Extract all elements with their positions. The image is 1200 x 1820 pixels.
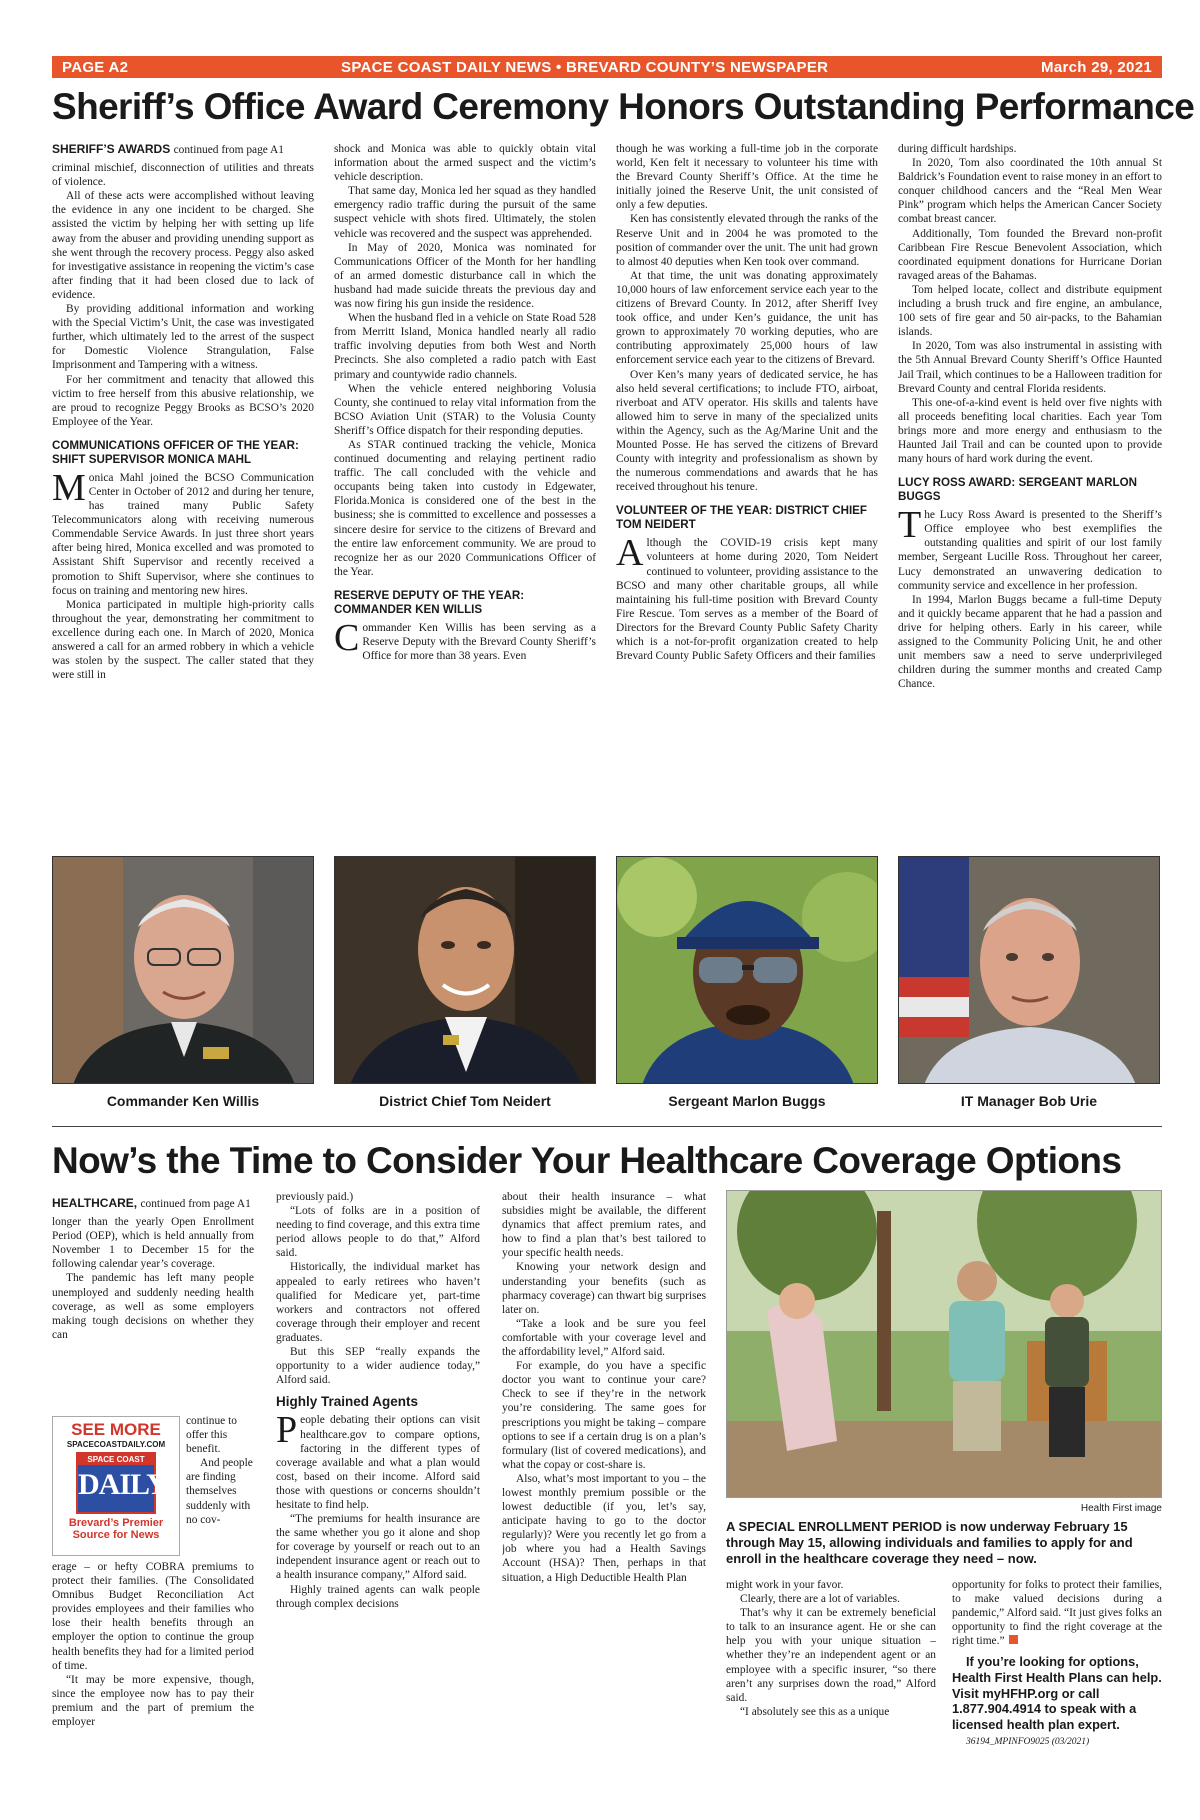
ad-code: 36194_MPINFO9025 (03/2021)	[966, 1737, 1090, 1748]
paragraph: though he was working a full-time job in the corporate world, Ken felt it necessary to volunteer his time with the Brevard County Sheriff’s Office. At the time he initially joined the Reserve Unit, the unit consisted of only a few deputies.	[616, 143, 878, 212]
article1-headline: Sheriff’s Office Award Ceremony Honors Outstanding Performance	[52, 86, 1195, 127]
paragraph: People debating their options can visit healthcare.gov to compare options, factoring in the different types of coverage available and what a plan would cost, based on their income. Alford said those with questions or concerns shouldn’t hesitate to find help.	[276, 1409, 480, 1511]
photo-caption: Sergeant Marlon Buggs	[668, 1093, 826, 1109]
paragraph: Also, what’s most important to you – the lowest monthly premium possible or the lowest deductible (if you, let’s say, anticipate having to go to the doctor regularly)? Were you recently let go from a job where you had a Health Savings Account (HSA)? Then, perhaps in that situation, a High Deductible Health Plan	[502, 1472, 706, 1584]
paper-name: SPACE COAST DAILY NEWS • BREVARD COUNTY’S NEWSPAPER	[341, 58, 829, 76]
portrait-image	[53, 857, 314, 1084]
paragraph: When the husband fled in a vehicle on State Road 528 from Merritt Island, Monica handled nearly all radio traffic involving deputies from both West and North Precincts. She also completed a radio patch with East primary and countywide radio channels.	[334, 312, 596, 381]
paragraph: When the vehicle entered neighboring Volusia County, she continued to relay vital information from the BCSO Aviation Unit (STAR) to the Volusia County Sheriff’s Office dispatch for their responding deputies.	[334, 382, 596, 437]
paragraph: continue to offer this benefit.	[186, 1415, 237, 1456]
photo-bob-urie	[898, 856, 1160, 1084]
paragraph: Commander Ken Willis has been serving as a Reserve Deputy with the Brevard County Sheriff’s Office for more than 38 years. Even	[334, 616, 596, 663]
article1-column-1	[52, 142, 314, 842]
paragraph: For her commitment and tenacity that allowed this victim to free herself from this abusive relationship, we are proud to recognize Peggy Brooks as BCSO’s 2020 Employee of the Year.	[52, 373, 314, 428]
article2-column-5	[952, 1578, 1162, 1802]
photo-caption-enrollment: A SPECIAL ENROLLMENT PERIOD is now underway February 15 through May 15, allowing individuals and families to apply for and enroll in the healthcare coverage they need – now.	[726, 1519, 1133, 1566]
paragraph: Tom helped locate, collect and distribute equipment including a brush truck and fire engine, an ambulance, 100 sets of fire gear and 50 air-packs, to the Bahamian islands.	[898, 283, 1162, 339]
paragraph: But this SEP “really expands the opportunity to a wider audience today,” Alford said.	[276, 1346, 480, 1387]
article1-column-4	[898, 142, 1162, 842]
photo-caption: Commander Ken Willis	[106, 1093, 260, 1109]
paragraph: As STAR continued tracking the vehicle, Monica continued documenting and relaying pertinent radio traffic. The call concluded with the vehicle and occupants being taken into custody in Edgewater, Florida.Monica is considered one of the best in the business; she is committed to excellence and possesses a sincere desire for service to the citizens of Brevard and the entire law enforcement community. We are proud to recognize her as our 2020 Communications Officer of the Year.	[334, 438, 596, 578]
paragraph: The Lucy Ross Award is presented to the Sheriff’s Office employee who best exemplifies the outstanding qualities and spirit of our lost family member, Sergeant Lucille Ross. Throughout her career, Lucy demonstrated an unwavering dedication to community service and excellence in her profession.	[898, 504, 1162, 592]
paragraph: Additionally, Tom founded the Brevard non-profit Caribbean Fire Rescue Benevolent Association, which coordinated equipment donations for Hurricane Dorian ravaged areas of the Bahamas.	[898, 227, 1162, 282]
see-more-title: SEE MORE	[71, 1420, 161, 1439]
article2-column-1-narrow	[186, 1414, 254, 1556]
article2-column-1-top	[52, 1196, 254, 1414]
paragraph: shock and Monica was able to quickly obtain vital information about the armed suspect and the victim’s vehicle description.	[334, 143, 596, 184]
subhead-lucy-ross-award: LUCY ROSS AWARD: SERGEANT MARLON BUGGS	[898, 476, 1137, 504]
paragraph: At that time, the unit was donating approximately 10,000 hours of law enforcement service each year to the citizens of Brevard County. In 2012, after Sheriff Ivey took office, and under Ken’s guidance, the unit has grown to approximately 70 working deputies, who are contributing approximately 25,000 hours of law enforcement service each year to the citizens of Brevard.	[616, 269, 878, 367]
paragraph: By providing additional information and working with the Special Victim’s Unit, the case was investigated further, which ultimately led to the arrest of the suspect for Domestic Violence Strangulation, False Imprisonment and Tampering with a witness.	[52, 303, 314, 372]
paragraph: Historically, the individual market has appealed to early retirees who haven’t qualified for Medicare yet, part-time workers and contractors not offered coverage through their employer and recent graduates.	[276, 1261, 480, 1344]
paragraph: That’s why it can be extremely beneficial to talk to an insurance agent. He or she can help you with your unique situation – whether they’re an independent agent or an employee with a specific insurer, “so there aren’t any surprises down the road,” Alford said.	[726, 1607, 936, 1704]
paragraph: In May of 2020, Monica was nominated for Communications Officer of the Month for her handling of an armed domestic disturbance call in which the husband had made suicide threats the previous day and was now firing his gun inside the residence.	[334, 241, 596, 311]
see-more-tagline: Brevard’s Premier Source for News	[68, 1517, 164, 1541]
end-mark-icon	[1009, 1635, 1018, 1644]
photo-marlon-buggs	[616, 856, 878, 1084]
paragraph: In 2020, Tom was also instrumental in assisting with the 5th Annual Brevard County Sheriff’s Office Haunted Jail Trail, which continues to be a Halloween tradition for Brevard County and central Florida residents.	[898, 340, 1162, 395]
see-more-url[interactable]: SPACECOASTDAILY.COM	[66, 1440, 166, 1449]
article1-column-2	[334, 142, 596, 842]
photo-credit: Health First image	[1080, 1503, 1162, 1514]
family-park-image	[727, 1191, 1162, 1498]
article2-kicker: HEALTHCARE, continued from page A1	[52, 1196, 251, 1210]
article1-kicker: SHERIFF’S AWARDS continued from page A1	[52, 142, 284, 156]
subhead-communications-officer: COMMUNICATIONS OFFICER OF THE YEAR: SHIFT SUPERVISOR MONICA MAHL	[52, 438, 299, 466]
paragraph: about their health insurance – what subsidies might be available, the different dynamics that affect premium rates, and how to find a plan that’s best tailored to your specific health needs.	[502, 1191, 706, 1260]
dropcap: M	[52, 466, 86, 509]
paragraph: “Lots of folks are in a position of needing to find coverage, and this extra time period allows people to do that,” Alford said.	[276, 1205, 480, 1260]
paragraph: Highly trained agents can walk people through complex decisions	[276, 1583, 480, 1610]
paragraph: opportunity for folks to protect their families, to make valued decisions during a pandemic,” Alford said. “It just gives folks an opportunity to find the right coverage at the right time.”	[952, 1579, 1162, 1648]
portrait-image	[335, 857, 596, 1084]
paragraph: That same day, Monica led her squad as they handled emergency radio traffic during the pursuit of the same suspect vehicle with shots fired. Ultimately, the stolen vehicle was recovered and the suspect was apprehended.	[334, 185, 596, 240]
paragraph: In 2020, Tom also coordinated the 10th annual St Baldrick’s Foundation event to raise money in an effort to conquer childhood cancers and the “Real Men Wear Pink” program which helps the American Cancer Society combat breast cancer.	[898, 157, 1162, 226]
article1-column-3	[616, 142, 878, 842]
dropcap: T	[898, 504, 922, 547]
issue-date: March 29, 2021	[1041, 58, 1152, 76]
paragraph: “I absolutely see this as a unique	[740, 1705, 890, 1718]
paragraph: Over Ken’s many years of dedicated service, he has also held several certifications; to include FTO, airboat, riverboat and ATV operator. His skills and talents have allowed him to serve in many of the specialized units within the Agency, such as the Ag/Marine Unit and the Mounted Posse. He has served the citizens of Brevard County with integrity and professionalism as shown by the numerous commendations and awards that he has received throughout his tenure.	[616, 368, 878, 494]
paragraph: Monica participated in multiple high-priority calls throughout the year, demonstrating her commitment to excellence during each one. In March of 2020, Monica answered a call for an armed robbery in which a vehicle was stolen by the suspect. The caller stated that they were still in	[52, 598, 314, 682]
paragraph: might work in your favor.	[726, 1579, 844, 1591]
paragraph: All of these acts were accomplished without leaving the evidence in any one incident to be charged. She assisted the victim by helping her with setting up life away from the abuser and providing unending support as she went through the recovery process. Peggy also asked for investigative assistance in reopening the victim’s case after finding that it had been closed due to lack of evidence.	[52, 190, 314, 301]
paragraph: Ken has consistently elevated through the ranks of the Reserve Unit and in 2004 he was promoted to the position of commander over the unit. The unit had grown to almost 40 deputies when Ken took over command.	[616, 213, 878, 268]
article2-headline: Now’s the Time to Consider Your Healthcare Coverage Options	[52, 1140, 1122, 1181]
paragraph: For example, do you have a specific doctor you want to continue your care? Check to see if they’re in the network you’re considering. The same goes for prescriptions you might be taking – compare options to see if a certain drug is on a plan’s formulary (list of covered medications), and what the copay or cost-share is.	[502, 1360, 706, 1471]
health-first-callout: If you’re looking for options, Health First Health Plans can help. Visit myHFHP.org or call 1.877.904.4914 to speak with a licensed health plan expert.	[952, 1654, 1162, 1732]
photo-caption: IT Manager Bob Urie	[960, 1093, 1098, 1109]
article2-column-3	[502, 1190, 706, 1802]
paragraph: Knowing your network design and understanding your benefits (such as pharmacy coverage) can thwart big surprises later on.	[502, 1261, 706, 1316]
dropcap: C	[334, 616, 360, 659]
portrait-image	[617, 857, 878, 1084]
see-more-promo[interactable]	[52, 1416, 180, 1556]
paragraph: This one-of-a-kind event is held over five nights with all proceeds benefiting local charities. Each year Tom brings more and more energy and enthusiasm to the Haunted Jail Trail and can be counted upon to provide many hours of hard work during the event.	[898, 396, 1162, 466]
article2-column-1-bottom	[52, 1560, 254, 1800]
dropcap: A	[616, 532, 644, 575]
article2-column-4	[726, 1578, 936, 1802]
paragraph: “The premiums for health insurance are the same whether you go it alone and shop for coverage by yourself or reach out to an independent insurance agent or reach out to a health insurance company,” Alford said.	[276, 1513, 480, 1582]
masthead-bar	[52, 56, 1162, 78]
paragraph: previously paid.)	[276, 1191, 354, 1203]
article2-column-2	[276, 1190, 480, 1802]
subhead-reserve-deputy: RESERVE DEPUTY OF THE YEAR: COMMANDER KEN WILLIS	[334, 588, 525, 616]
paragraph: “Take a look and be sure you feel comfortable with your coverage level and the affordability level,” Alford said.	[502, 1317, 706, 1359]
photo-tom-neidert	[334, 856, 596, 1084]
section-divider	[52, 1126, 1162, 1127]
dropcap: P	[276, 1409, 298, 1452]
page-number: PAGE A2	[62, 58, 129, 76]
paragraph: Although the COVID-19 crisis kept many volunteers at home during 2020, Tom Neidert continued to volunteer, providing assistance to the BCSO and many other charitable groups, all while maintaining his full-time position with Brevard County Fire Rescue. Tom serves as a member of the Board of Directors for the Brevard County Public Safety Charity which is a not-for-profit organization created to help Brevard County Public Safety Officers and their families	[616, 532, 878, 663]
paragraph: erage – or hefty COBRA premiums to protect their families. (The Consolidated Omnibus Budget Reconciliation Act provides employees and their families who lose their health benefits through an employer the option to continue the group health benefits they had for a limited period of time.	[52, 1561, 254, 1672]
paragraph: The pandemic has left many people unemployed and suddenly needing health coverage, as well as some employers making tough decisions on whether they can	[52, 1272, 254, 1341]
subhead-volunteer: VOLUNTEER OF THE YEAR: DISTRICT CHIEF TOM NEIDERT	[616, 504, 867, 532]
paragraph: during difficult hardships.	[898, 143, 1017, 155]
paragraph: Clearly, there are a lot of variables.	[740, 1593, 900, 1606]
health-first-photo	[726, 1190, 1162, 1498]
paragraph: Monica Mahl joined the BCSO Communication Center in October of 2012 and during her tenure, has trained many Public Safety Telecommunicators along with receiving numerous Commendable Service Awards. In just three short years after being hired, Monica excelled and was promoted to Assistant Shift Supervisor and recently received a promotion to Shift Supervisor, where she continues to focus on training and mentoring new hires.	[52, 466, 314, 597]
subhead-highly-trained-agents: Highly Trained Agents	[276, 1394, 419, 1410]
paragraph: criminal mischief, disconnection of utilities and threats of violence.	[52, 162, 314, 189]
paragraph: In 1994, Marlon Buggs became a full-time Deputy and it quickly became apparent that he had a passion and drive for helping others. Early in his career, while assigned to the Community Policing Unit, he and other unit members saw a need to serve underprivileged children during the summer months and created Camp Chance.	[898, 593, 1162, 691]
paragraph: longer than the yearly Open Enrollment Period (OEP), which is held annually from November 1 to December 15 for the following calendar year’s coverage.	[52, 1216, 254, 1271]
space-coast-daily-logo: SPACE COAST DAILY	[76, 1452, 156, 1514]
portrait-image	[899, 857, 1160, 1084]
photo-ken-willis	[52, 856, 314, 1084]
photo-caption: District Chief Tom Neidert	[379, 1093, 551, 1109]
paragraph: And people are finding themselves suddenly with no cov-	[186, 1457, 253, 1526]
paragraph: “It may be more expensive, though, since the employee now has to pay their premium and the part of premium the employer	[52, 1673, 254, 1729]
